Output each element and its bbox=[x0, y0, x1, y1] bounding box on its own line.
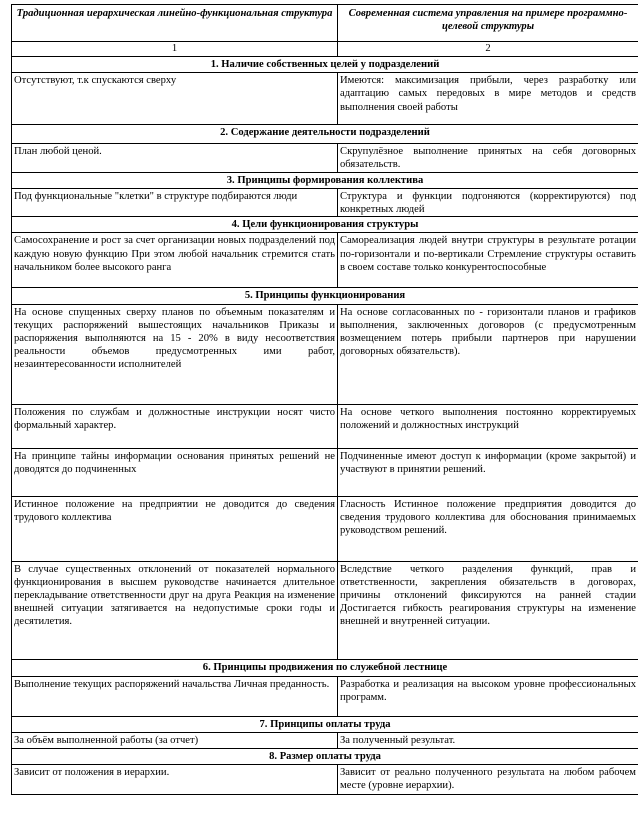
table-row bbox=[12, 496, 638, 561]
traditional-cell: Самосохранение и рост за счет организации новых подразделений под каждую новую функцию При этом любой начальник стремится стать начальником более высокого ранга bbox=[12, 233, 338, 288]
section-heading bbox=[12, 172, 638, 188]
modern-cell: Вследствие четкого разделения функций, прав и ответственности, закрепления обязательств в договорах, причины отклонений фиксируются на ранней стадии Достигается гибкость реагирования структуры на изменение внешней и внутренней ситуации. bbox=[338, 561, 638, 659]
table-row bbox=[12, 676, 638, 716]
comparison-table bbox=[11, 4, 638, 795]
modern-cell: Скрупулёзное выполнение принятых на себя договорных обязательств. bbox=[338, 144, 638, 172]
section-heading bbox=[12, 716, 638, 732]
modern-cell: За полученный результат. bbox=[338, 732, 638, 748]
section-heading bbox=[12, 748, 638, 764]
table-row bbox=[12, 144, 638, 172]
section-heading bbox=[12, 125, 638, 144]
table-header-row bbox=[12, 5, 638, 42]
column-number-row bbox=[12, 42, 638, 57]
table-row bbox=[12, 73, 638, 125]
section-title: 3. Принципы формирования коллектива bbox=[12, 172, 638, 188]
section-heading bbox=[12, 57, 638, 73]
header-col2: Современная система управления на примере программно-целевой структуры bbox=[338, 5, 638, 42]
table-row bbox=[12, 188, 638, 216]
table-row bbox=[12, 233, 638, 288]
header-col1: Традиционная иерархическая линейно-функциональная структура bbox=[12, 5, 338, 42]
traditional-cell: На основе спущенных сверху планов по объемным показателям и текущих распоряжений вышестоящих начальников Приказы и распоряжения выполняются на 15 - 20% в виду несоответствия реальности объемов предусмотренных ими работ, незаинтересованности исполнителей bbox=[12, 304, 338, 404]
section-heading bbox=[12, 217, 638, 233]
table-row bbox=[12, 732, 638, 748]
traditional-cell: Выполнение текущих распоряжений начальства Личная преданность. bbox=[12, 676, 338, 716]
section-title: 7. Принципы оплаты труда bbox=[12, 716, 638, 732]
modern-cell: Разработка и реализация на высоком уровне профессиональных программ. bbox=[338, 676, 638, 716]
section-title: 4. Цели функционирования структуры bbox=[12, 217, 638, 233]
modern-cell: Структура и функции подгоняются (корректируются) под конкретных людей bbox=[338, 188, 638, 216]
table-row bbox=[12, 561, 638, 659]
modern-cell: Гласность Истинное положение предприятия доводится до сведения трудового коллектива для обоснования принимаемых руководством решений. bbox=[338, 496, 638, 561]
traditional-cell: Отсутствуют, т.к спускаются сверху bbox=[12, 73, 338, 125]
section-title: 5. Принципы функционирования bbox=[12, 288, 638, 304]
modern-cell: Зависит от реально полученного результата на любом рабочем месте (уровне иерархии). bbox=[338, 765, 638, 795]
table-row bbox=[12, 765, 638, 795]
modern-cell: Самореализация людей внутри структуры в результате ротации по-горизонтали и по-вертикали Стремление структуры оставить в своем составе только конкурентоспособные bbox=[338, 233, 638, 288]
section-title: 6. Принципы продвижения по служебной лестнице bbox=[12, 659, 638, 676]
column-number-2: 2 bbox=[338, 42, 638, 57]
traditional-cell: Под функциональные "клетки" в структуре подбираются люди bbox=[12, 188, 338, 216]
traditional-cell: Положения по службам и должностные инструкции носят чисто формальный характер. bbox=[12, 404, 338, 448]
modern-cell: Подчиненные имеют доступ к информации (кроме закрытой) и участвуют в принятии решений. bbox=[338, 448, 638, 496]
modern-cell: На основе согласованных по - горизонтали планов и графиков выполнения, заключенных договоров (с предусмотренным возмещением потерь прибыли партнеров при нарушении договорных обязательств). bbox=[338, 304, 638, 404]
section-title: 8. Размер оплаты труда bbox=[12, 748, 638, 764]
traditional-cell: В случае существенных отклонений от показателей нормального функционирования в высшем руководстве начинается длительное перекладывание ответственности друг на друга Реакция на изменение внешней ситуации затягивается на недопустимые сроки годы и десятилетия. bbox=[12, 561, 338, 659]
section-title: 1. Наличие собственных целей у подразделений bbox=[12, 57, 638, 73]
traditional-cell: Истинное положение на предприятии не доводится до сведения трудового коллектива bbox=[12, 496, 338, 561]
column-number-1: 1 bbox=[12, 42, 338, 57]
traditional-cell: Зависит от положения в иерархии. bbox=[12, 765, 338, 795]
traditional-cell: За объём выполненной работы (за отчет) bbox=[12, 732, 338, 748]
section-title: 2. Содержание деятельности подразделений bbox=[12, 125, 638, 144]
modern-cell: На основе четкого выполнения постоянно корректируемых положений и должностных инструкций bbox=[338, 404, 638, 448]
traditional-cell: На принципе тайны информации основания принятых решений не доводятся до подчиненных bbox=[12, 448, 338, 496]
modern-cell: Имеются: максимизация прибыли, через разработку или адаптацию самых передовых в мире методов и средств выполнения своей работы bbox=[338, 73, 638, 125]
table-row bbox=[12, 304, 638, 404]
table-row bbox=[12, 404, 638, 448]
section-heading bbox=[12, 288, 638, 304]
section-heading bbox=[12, 659, 638, 676]
table-row bbox=[12, 448, 638, 496]
traditional-cell: План любой ценой. bbox=[12, 144, 338, 172]
